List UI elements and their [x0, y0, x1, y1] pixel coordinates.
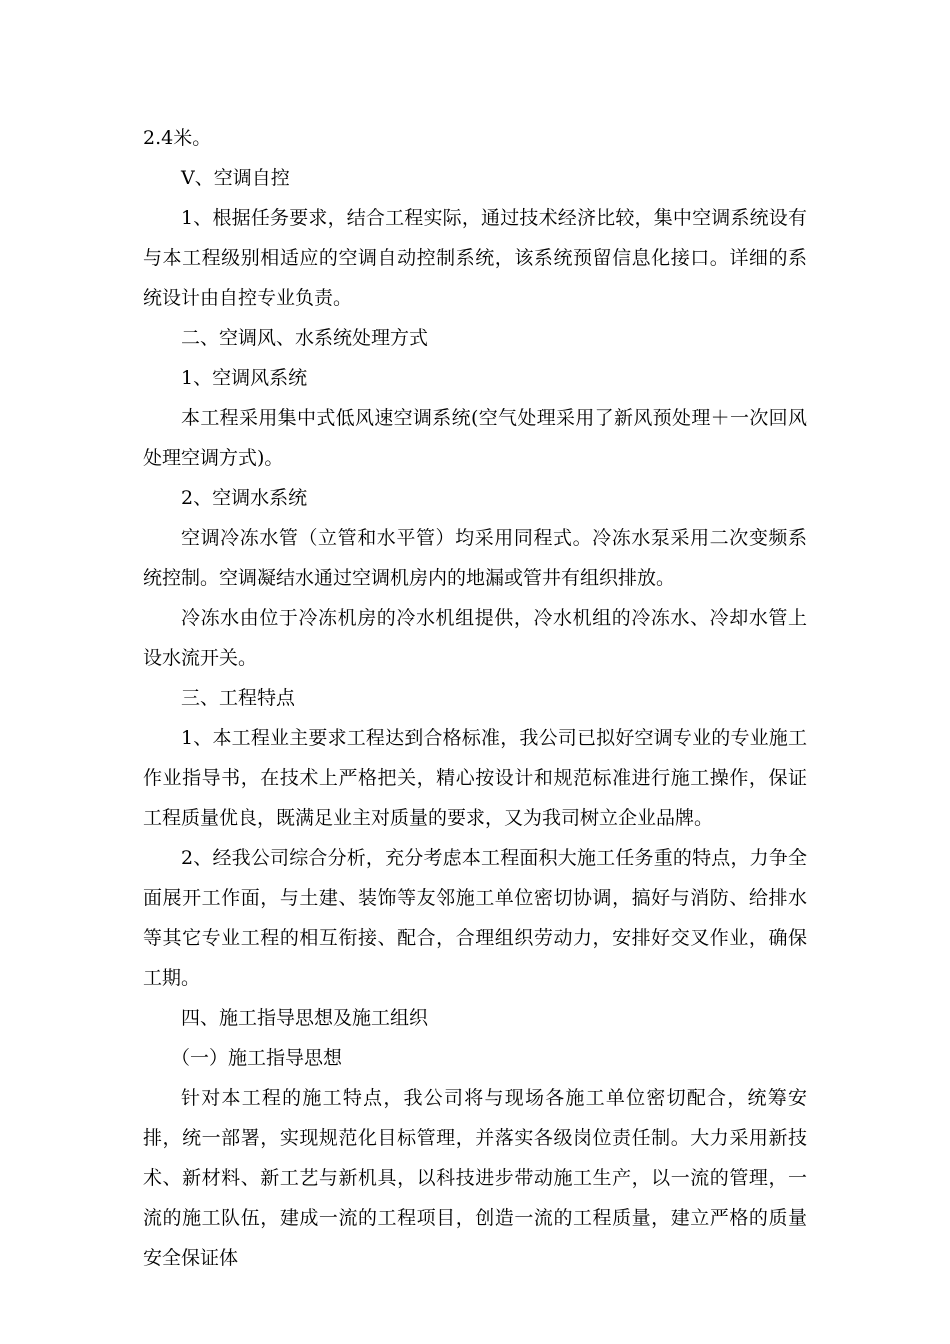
- paragraph-feature-quality: 1、本工程业主要求工程达到合格标准，我公司已拟好空调专业的专业施工作业指导书，在技术上严格把关，精心按设计和规范标准进行施工操作，保证工程质量优良，既满足业主对质量的要求，又为我司树立企业品牌。: [143, 727, 807, 829]
- paragraph-continuation: 2.4米。: [143, 127, 212, 149]
- heading-hvac-autocontrol: Ⅴ、空调自控: [181, 167, 290, 189]
- heading-project-features: 三、工程特点: [181, 687, 296, 709]
- paragraph-autocontrol-system: 1、根据任务要求，结合工程实际，通过技术经济比较，集中空调系统设有与本工程级别相适应的空调自动控制系统，该系统预留信息化接口。详细的系统设计由自控专业负责。: [143, 207, 807, 309]
- paragraph-guiding-principle: 针对本工程的施工特点，我公司将与现场各施工单位密切配合，统筹安排，统一部署，实现规范化目标管理，并落实各级岗位责任制。大力采用新技术、新材料、新工艺与新机具，以科技进步带动施工生产，以一流的管理，一流的施工队伍，建成一流的工程项目，创造一流的工程质量，建立严格的质量安全保证体: [143, 1087, 807, 1269]
- paragraph-water-pipes: 空调冷冻水管（立管和水平管）均采用同程式。冷冻水泵采用二次变频系统控制。空调凝结水通过空调机房内的地漏或管井有组织排放。: [143, 527, 807, 589]
- heading-construction-guidance: 四、施工指导思想及施工组织: [181, 1007, 429, 1029]
- subheading-water-system: 2、空调水系统: [181, 487, 308, 509]
- document-page: [143, 118, 807, 1278]
- paragraph-feature-coordination: 2、经我公司综合分析，充分考虑本工程面积大施工任务重的特点，力争全面展开工作面，与土建、装饰等友邻施工单位密切协调，搞好与消防、给排水等其它专业工程的相互衔接、配合，合理组织劳动力，安排好交叉作业，确保工期。: [143, 847, 807, 989]
- paragraph-air-system: 本工程采用集中式低风速空调系统(空气处理采用了新风预处理＋一次回风处理空调方式)。: [143, 407, 807, 469]
- subheading-guiding-principle: （一）施工指导思想: [171, 1047, 343, 1069]
- heading-air-water-systems: 二、空调风、水系统处理方式: [181, 327, 429, 349]
- subheading-air-system: 1、空调风系统: [181, 367, 308, 389]
- paragraph-chilled-water: 冷冻水由位于冷冻机房的冷水机组提供，冷水机组的冷冻水、冷却水管上设水流开关。: [143, 607, 807, 669]
